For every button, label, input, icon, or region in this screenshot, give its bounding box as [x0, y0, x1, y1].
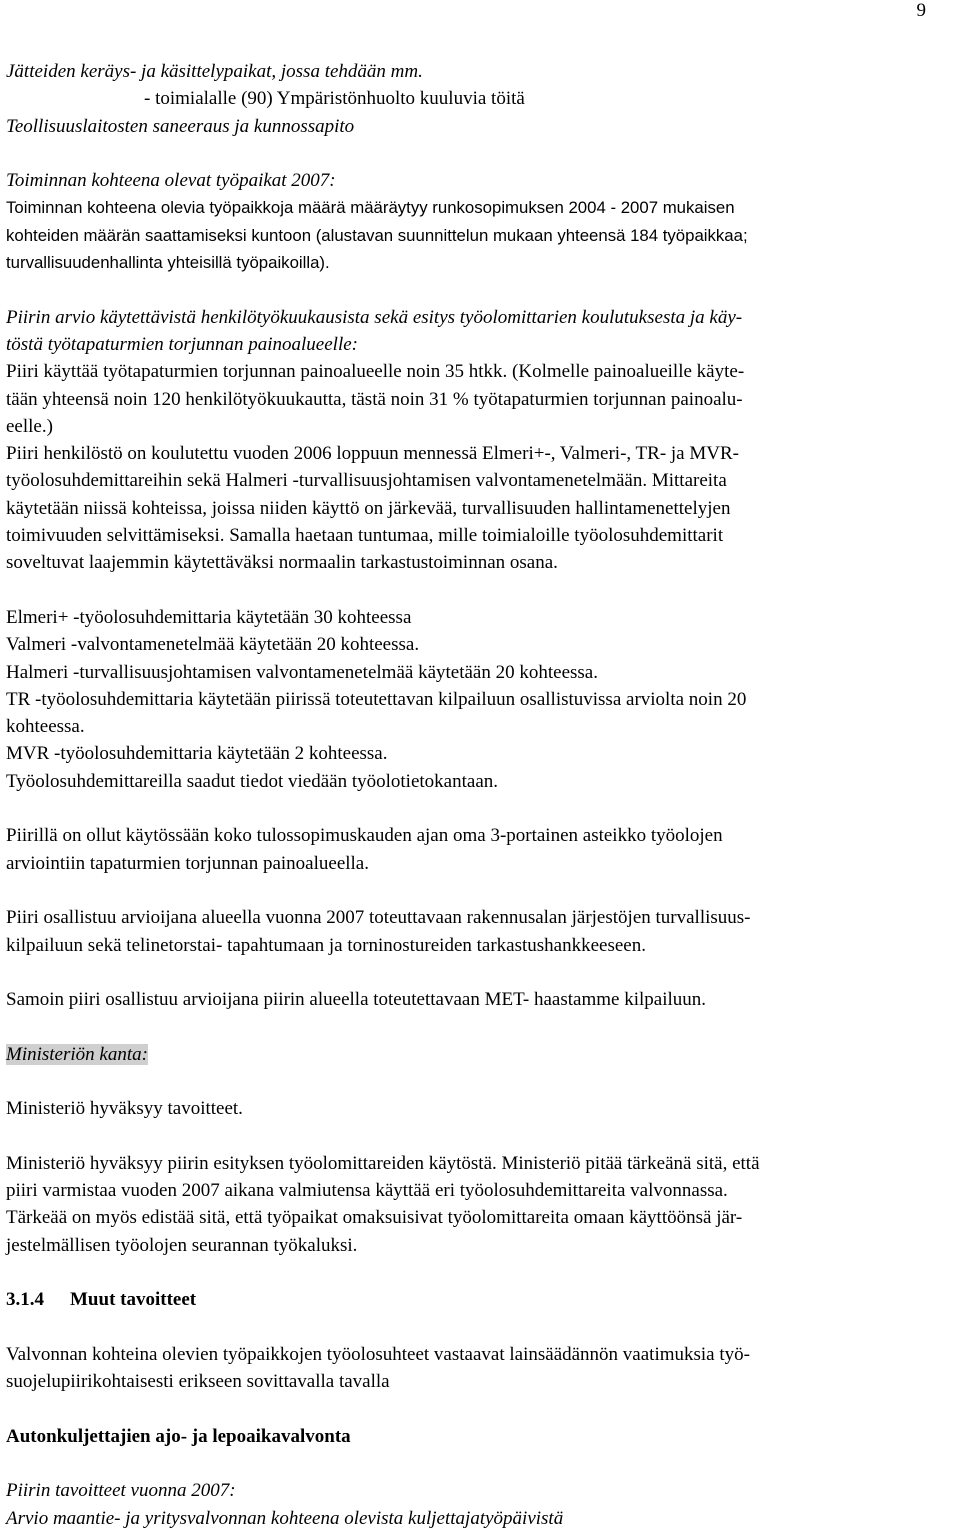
paragraph-line: kilpailuun sekä telinetorstai- tapahtumaan ja torninostureiden tarkastushankkeeseen. [6, 934, 646, 956]
meter-line: kohteessa. [6, 716, 85, 738]
section-number: 3.1.4 [6, 1289, 44, 1311]
page-number: 9 [916, 0, 926, 21]
meter-line: MVR -työolosuhdemittaria käytetään 2 kohteessa. [6, 743, 388, 765]
paragraph-line: Ministeriö hyväksyy piirin esityksen työolomittareiden käytöstä. Ministeriö pitää tärkeänä sitä, että [6, 1152, 760, 1174]
paragraph-line: Valvonnan kohteina olevien työpaikkojen työolosuhteet vastaavat lainsäädännön vaatimuksia työ- [6, 1343, 750, 1365]
intro-line: Jätteiden keräys- ja käsittelypaikat, jossa tehdään mm. [6, 61, 423, 82]
paragraph-line: Piiri henkilöstö on koulutettu vuoden 2006 loppuun mennessä Elmeri+-, Valmeri-, TR- ja MVR- [6, 443, 739, 465]
meter-line: Elmeri+ -työolosuhdemittaria käytetään 30 kohteessa [6, 606, 412, 628]
paragraph-line: Piiri käyttää työtapaturmien torjunnan painoalueelle noin 35 htkk. (Kolmelle painoalueille käyte- [6, 361, 745, 383]
goals-line: Arvio maantie- ja yritysvalvonnan kohteena olevista kuljettajatyöpäivistä [6, 1507, 564, 1529]
paragraph-line: Tärkeää on myös edistää sitä, että työpaikat omaksuisivat työolomittareita omaan käyttöönsä jär- [6, 1207, 743, 1229]
paragraph-line: Piiri osallistuu arvioijana alueella vuonna 2007 toteuttavaan rakennusalan järjestöjen turvallisuus- [6, 907, 751, 929]
paragraph-line: tään yhteensä noin 120 henkilötyökuukautta, tästä noin 31 % työtapaturmien torjunnan painoalu- [6, 388, 743, 410]
meter-line: Valmeri -valvontamenetelmää käytetään 20 kohteessa. [6, 634, 420, 656]
paragraph-line: turvallisuudenhallinta yhteisillä työpaikoilla). [6, 253, 330, 273]
targets-heading: Toiminnan kohteena olevat työpaikat 2007: [6, 170, 336, 192]
section-title: Muut tavoitteet [70, 1289, 197, 1311]
paragraph-line: soveltuvat laajemmin käytettäväksi normaalin tarkastustoiminnan osana. [6, 552, 558, 574]
driver-heading: Autonkuljettajien ajo- ja lepoaikavalvonta [6, 1425, 351, 1447]
paragraph-line: toimivuuden selvittämiseksi. Samalla haetaan tuntumaa, mille toimialoille työolosuhdemittarit [6, 525, 724, 547]
meter-line: Halmeri -turvallisuusjohtamisen valvontamenetelmää käytetään 20 kohteessa. [6, 661, 598, 683]
paragraph-line: Piirillä on ollut käytössään koko tulossopimuskauden ajan oma 3-portainen asteikko työolojen [6, 825, 723, 847]
estimate-heading: töstä työtapaturmien torjunnan painoalueelle: [6, 333, 358, 355]
paragraph-line: piiri varmistaa vuoden 2007 aikana valmiutensa käyttää eri työolosuhdemittareita valvonnassa. [6, 1180, 728, 1202]
intro-line: Teollisuuslaitosten saneeraus ja kunnossapito [6, 115, 355, 137]
paragraph-line: käytetään niissä kohteissa, joissa niiden käyttö on järkevää, turvallisuuden hallintamenettelyjen [6, 497, 731, 519]
paragraph-line: Toiminnan kohteena olevia työpaikkoja määrä määräytyy runkosopimuksen 2004 - 2007 mukaisen [6, 198, 735, 218]
meter-line: Työolosuhdemittareilla saadut tiedot viedään työolotietokantaan. [6, 770, 499, 792]
paragraph-line: arviointiin tapaturmien torjunnan painoalueella. [6, 852, 369, 874]
paragraph-line: eelle.) [6, 415, 53, 437]
ministry-approval: Ministeriö hyväksyy tavoitteet. [6, 1098, 243, 1120]
intro-line: - toimialalle (90) Ympäristönhuolto kuuluvia töitä [144, 88, 525, 110]
meter-line: TR -työolosuhdemittaria käytetään piirissä toteutettavan kilpailuun osallistuvissa arviolta noin 20 [6, 688, 747, 710]
paragraph-line: Samoin piiri osallistuu arvioijana piirin alueella toteutettavaan MET- haastamme kilpailuun. [6, 989, 707, 1011]
paragraph-line: kohteiden määrän saattamiseksi kuntoon (alustavan suunnittelun mukaan yhteensä 184 työpaikkaa; [6, 225, 748, 245]
estimate-heading: Piirin arvio käytettävistä henkilötyökuukausista sekä esitys työolomittarien koulutuksesta ja käy- [6, 306, 743, 328]
goals-heading: Piirin tavoitteet vuonna 2007: [6, 1480, 236, 1502]
paragraph-line: työolosuhdemittareihin sekä Halmeri -turvallisuusjohtamisen valvontamenetelmään. Mittareita [6, 470, 727, 492]
document-body [6, 58, 956, 1532]
section-heading [6, 1286, 956, 1313]
paragraph-line: jestelmällisen työolojen seurannan työkaluksi. [6, 1234, 358, 1256]
ministry-heading: Ministeriön kanta: [6, 1043, 148, 1065]
paragraph-line: suojelupiirikohtaisesti erikseen sovittavalla tavalla [6, 1371, 390, 1393]
